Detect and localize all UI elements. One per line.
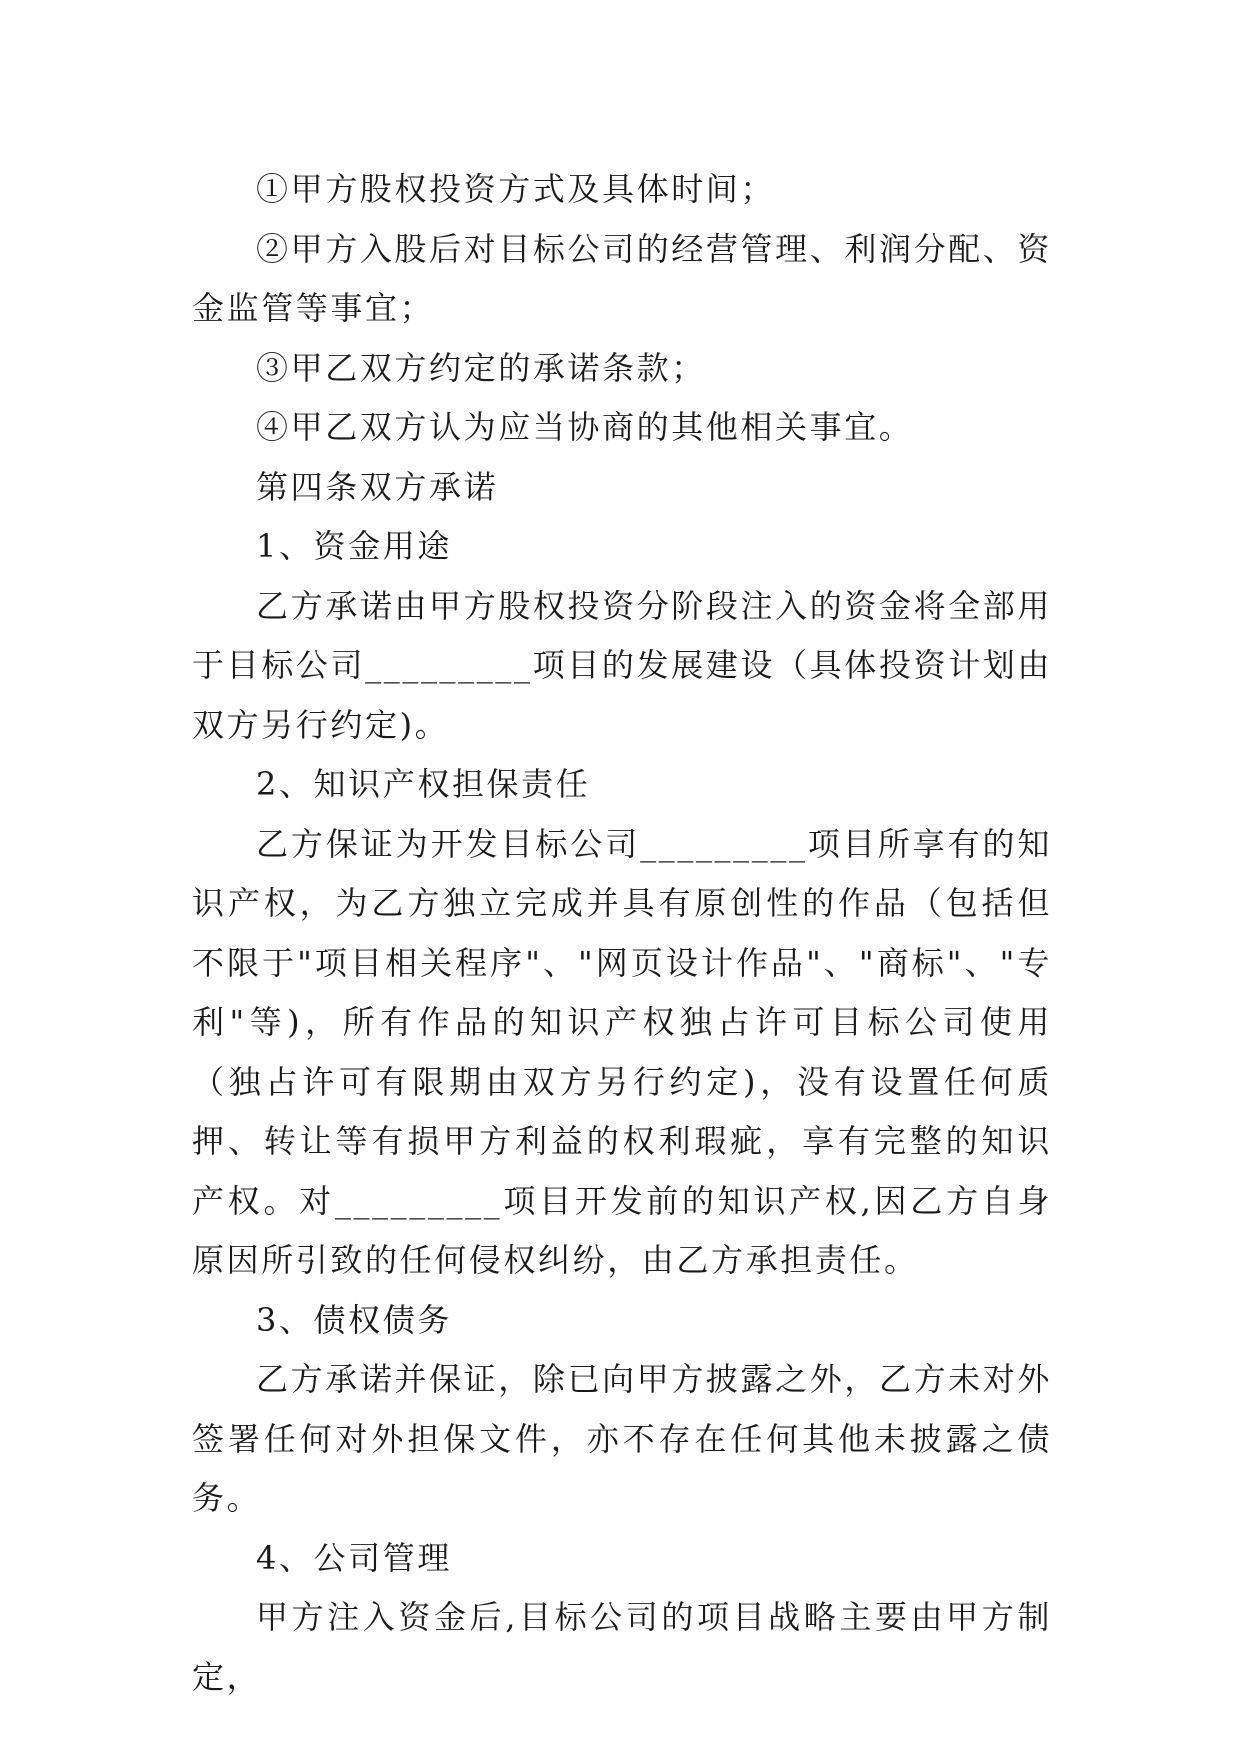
paragraph-ip-guarantee: 乙方保证为开发目标公司_________项目所享有的知识产权，为乙方独立完成并具有原创性的作品（包括但不限于"项目相关程序"、"网页设计作品"、"商标"、"专利"等)，所有作品的知识产权独占许可目标公司使用（独占许可有限期由双方另行约定)，没有设置任何质押、转让等有损甲方利益的权利瑕疵，享有完整的知识产权。对_________项目开发前的知识产权,因乙方自身原因所引致的任何侵权纠纷，由乙方承担责任。 (192, 824, 1052, 1279)
section-heading-company-management: 4、公司管理 (256, 1538, 452, 1577)
clause-item-1: ①甲方股权投资方式及具体时间； (256, 170, 776, 208)
section-heading-ip-guarantee: 2、知识产权担保责任 (256, 765, 591, 803)
paragraph-company-management: 甲方注入资金后,目标公司的项目战略主要由甲方制定， (192, 1598, 1052, 1696)
clause-item-2: ②甲方入股后对目标公司的经营管理、利润分配、资金监管等事宜； (192, 229, 1052, 327)
article-heading: 第四条双方承诺 (256, 467, 499, 506)
clause-item-4: ④甲乙双方认为应当协商的其他相关事宜。 (256, 408, 914, 446)
document-body (192, 160, 1052, 1707)
paragraph-funds-use: 乙方承诺由甲方股权投资分阶段注入的资金将全部用于目标公司_________项目的发展建设（具体投资计划由双方另行约定)。 (192, 586, 1052, 744)
paragraph-debts: 乙方承诺并保证，除已向甲方披露之外，乙方未对外签署任何对外担保文件，亦不存在任何其他未披露之债务。 (192, 1360, 1052, 1517)
section-heading-funds-use: 1、资金用途 (256, 527, 452, 565)
section-heading-debts: 3、债权债务 (256, 1300, 452, 1339)
clause-item-3: ③甲乙双方约定的承诺条款； (256, 348, 706, 387)
